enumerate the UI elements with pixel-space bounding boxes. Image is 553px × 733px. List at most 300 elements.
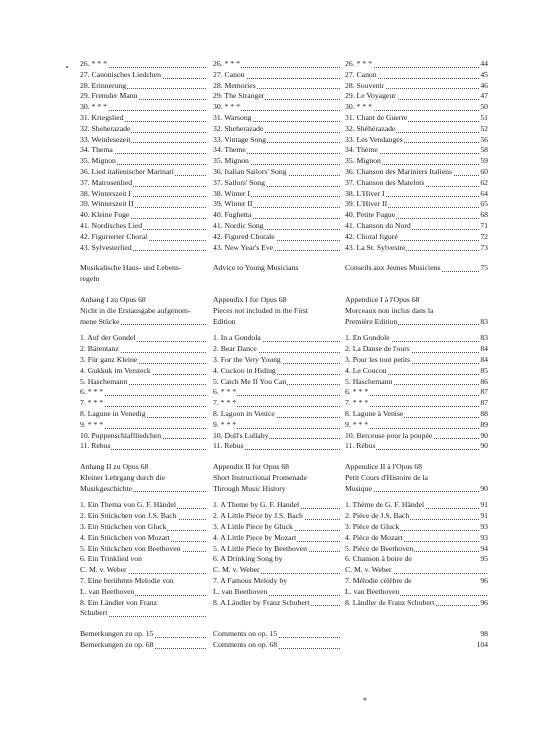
toc-line [80,366,206,377]
toc-entry-text: 27. Canon [213,69,245,79]
toc-line [213,59,340,70]
toc-entry-text: 11. Rebus [213,441,244,451]
toc-entry-text: 11. Rébus [345,441,376,451]
page-number-text: 45 [480,69,488,79]
toc-entry-text: 37. Matrosenlied [80,177,133,187]
toc-entry-text: 27. Canonisches Liedchen [80,69,161,79]
toc-entry-text: Short Instructional Promenade [213,472,307,482]
page-number [465,243,489,254]
toc-entry-text: 1. A Theme by G. F. Handel [213,500,300,510]
toc-entry-text: 7. Mélodie célèbre de [345,576,412,586]
page-number-text: 59 [480,156,488,166]
toc-line [213,355,340,366]
toc-line [80,189,206,200]
toc-entry-text: 7. * * * [80,398,104,408]
toc-line [213,124,340,135]
toc-line [213,221,340,232]
section-gap [213,285,340,295]
toc-line [80,355,206,366]
toc-line [213,70,340,81]
toc-entry-text: 32. Sheherazade [213,123,264,133]
toc-entry-text: 28. Souvenir [345,80,385,90]
toc-line [80,102,206,113]
toc-entry-text: 1. Ein Thema von G. F. Händel [80,500,176,510]
toc-entry-text: 4. Ein Stückchen von Mozart [80,532,170,542]
toc-line [80,178,206,189]
page-number-text: 84 [480,344,488,354]
toc-entry-text: Anhang II zu Opus 68 [80,462,149,472]
toc-entry-text: L. van Beethoven [80,586,135,596]
toc-entry-text: 5. Pièce de Beethoven [345,543,414,553]
toc-line [213,387,340,398]
page-speck [66,66,68,68]
toc-entry-text: Morceaux non inclus dans la [345,305,434,315]
page-number-text: 60 [480,166,488,176]
toc-line [80,145,206,156]
toc-entry-text: 35. Mignon [80,156,116,166]
toc-line [80,167,206,178]
page-number [465,124,489,135]
section-gap [465,285,489,295]
footer-mark: * [363,696,367,705]
toc-line [80,124,206,135]
toc-line [213,377,340,388]
toc-entry-text: 30. * * * [80,102,107,112]
toc-line [213,587,340,598]
toc-line [213,598,340,609]
toc-entry-text: 8. Ländler de Franz Schubert [345,597,435,607]
toc-entry-text: L. van Beethoven [213,586,268,596]
toc-entry-text: Première Edition [345,316,398,326]
toc-entry-text: 30. * * * [213,102,240,112]
toc-entry-text: 4. Cuckoo in Hiding [213,365,276,375]
page-number-text: 85 [480,365,488,375]
toc-entry-text: 4. Le Coucou [345,365,387,375]
toc-entry-text: 3. Für ganz Kleine [80,354,138,364]
page-number-text: 88 [480,408,488,418]
page-number-text: 98 [480,629,488,639]
toc-line [80,81,206,92]
page-number-text: 72 [480,231,488,241]
toc-entry-text: 9. * * * [80,419,104,429]
toc-entry-text: 2. Ein Stückchen von J.S. Bach [80,511,177,521]
toc-line [80,156,206,167]
toc-entry-text: Kleiner Lehrgang durch die [80,472,166,482]
toc-entry-text: 38. L'Hiver I [345,188,385,198]
toc-entry-text: 38. Winterszeit I [80,188,131,198]
toc-entry-text: Schubert [80,608,108,618]
page-number-text: 83 [480,333,488,343]
toc-line [213,167,340,178]
page-number [465,113,489,124]
toc-line [213,554,340,565]
blank-line [465,587,489,598]
toc-line [213,522,340,533]
toc-entry-text: 6. * * * [213,387,237,397]
page-number-text: 95 [480,554,488,564]
toc-line [213,398,340,409]
page-number-text: 90 [480,430,488,440]
toc-line [213,473,340,484]
toc-entry-text: 1. Thème de G. F. Händel [345,500,425,510]
toc-line [213,409,340,420]
toc-line [80,113,206,124]
page-number-text: 75 [480,263,488,273]
page-number [465,544,489,555]
toc-entry-text: C. M. v. Weber [80,565,127,575]
toc-entry-text: 28. Erinnerung [80,80,127,90]
toc-line [213,317,340,328]
toc-entry-text: 3. Pour les tout petits [345,354,411,364]
toc-entry-text: 5. Ein Stückchen von Beethoven [80,543,181,553]
toc-line [80,522,206,533]
toc-entry-text: 41. Chanson du Nord [345,220,411,230]
toc-line [213,629,340,640]
page-number-text: 58 [480,145,488,155]
toc-entry-text: 6. Chanson à boire de [345,554,412,564]
toc-entry-text: 35. Mignon [213,156,249,166]
toc-line [213,462,340,473]
toc-entry-text: 5. Haschemann [80,376,128,386]
toc-entry-text: 40. Petite Fugue [345,210,396,220]
toc-line [213,135,340,146]
toc-entry-text: 39. L'Hiver II [345,199,388,209]
english-column [213,59,340,651]
page-number [465,232,489,243]
toc-entry-text: 10. Doll's Lullaby [213,430,269,440]
toc-line [80,243,206,254]
toc-line [213,533,340,544]
toc-line [80,441,206,452]
section-gap [80,452,206,462]
toc-line [213,81,340,92]
page-number [465,500,489,511]
page-number [465,554,489,565]
page-number [465,420,489,431]
toc-entry-text: 7. Eine berühmte Melodie von [80,576,174,586]
toc-line [80,387,206,398]
page-number-text: 93 [480,532,488,542]
toc-entry-text: 1. Auf der Gondel [80,333,136,343]
page-number [465,135,489,146]
toc-line [80,295,206,306]
toc-entry-text: 40. Fughetta [213,210,252,220]
toc-entry-text: 8. Lagune in Venedig [80,408,146,418]
toc-line [213,344,340,355]
toc-entry-text: 4. Gukkuk im Versteck [80,365,151,375]
toc-line [80,608,206,619]
page-number [465,355,489,366]
toc-entry-text: 1. En Gondole [345,333,390,343]
toc-line [80,263,206,274]
toc-line [80,306,206,317]
page-number-text: 96 [480,576,488,586]
toc-line [80,377,206,388]
blank-line [213,274,340,285]
toc-line [213,511,340,522]
toc-entry-text: 36. Lied italienischer Marinari [80,166,174,176]
toc-line [213,333,340,344]
toc-line [80,59,206,70]
toc-entry-text: 8. Ein Ländler von Franz [80,597,158,607]
toc-line [213,484,340,495]
toc-entry-text: 26. * * * [345,59,372,68]
toc-entry-text: Advice to Young Musicians [213,263,299,273]
toc-entry-text: 29. Le Voyageur [345,91,396,101]
toc-entry-text: 43. New Year's Eve [213,242,274,252]
blank-line [465,608,489,619]
toc-line [80,640,206,651]
page-number-column [465,59,489,651]
toc-line [213,199,340,210]
toc-entry-text: 31. Kriegslied [80,112,124,122]
toc-entry-text: 34. Thema [80,145,113,155]
page-number-text: 86 [480,376,488,386]
page-number-text: 83 [480,316,488,326]
toc-entry-text: 4. Pièce de Mozart [345,532,403,542]
toc-line [80,587,206,598]
toc-entry-text: 33. Les Vendanges [345,134,403,144]
toc-line [213,565,340,576]
toc-line [80,210,206,221]
page-number [465,344,489,355]
toc-entry-text: Comments on op. 15 [213,629,278,639]
toc-line [80,511,206,522]
toc-entry-text: 2. A Little Piece by J.S. Bach [213,511,303,521]
section-gap [80,285,206,295]
page-number-text: 47 [480,91,488,101]
section-gap [465,619,489,629]
toc-line [213,441,340,452]
toc-entry-text: 2. Bärentanz [80,344,119,354]
toc-line [213,145,340,156]
page-number [465,263,489,274]
page-number [465,431,489,442]
toc-entry-text: Appendice II à l'Opus 68 [345,462,422,472]
toc-entry-text: 37. Sailors' Song [213,177,265,187]
toc-line [80,221,206,232]
page-number-text: 64 [480,188,488,198]
blank-line [213,608,340,619]
page-number [465,81,489,92]
toc-line [80,544,206,555]
toc-line [80,232,206,243]
toc-entry-text: 33. Vintage Song [213,134,266,144]
toc-line [80,91,206,102]
toc-entry-text: 26. * * * [80,59,107,68]
page-number [465,398,489,409]
section-gap [80,619,206,629]
toc-line [80,333,206,344]
page-number [465,59,489,70]
page-number [465,210,489,221]
toc-entry-text: Anhang I zu Opus 68 [80,294,146,304]
page-number [465,598,489,609]
page-number [465,377,489,388]
page-number [465,70,489,81]
toc-line [80,598,206,609]
toc-line [80,274,206,285]
toc-entry-text: 26. * * * [213,59,240,68]
toc-entry-text: Through Music History [213,483,286,493]
toc-entry-text: 8. Lagune à Venise [345,408,404,418]
toc-entry-text: 3. Ein Stückchen von Gluck [80,522,167,532]
page-number-text: 90 [480,441,488,451]
toc-line [213,366,340,377]
toc-line [80,576,206,587]
page-number-text: 68 [480,210,488,220]
section-gap [465,452,489,462]
toc-entry-text: Comments on op. 68 [213,640,278,650]
blank-line [465,462,489,473]
toc-entry-text: 43. Sylvesterlied [80,242,132,252]
toc-entry-text: 27. Canon [345,69,377,79]
page-number [465,511,489,522]
toc-line [80,431,206,442]
page-number [465,145,489,156]
page-number [465,167,489,178]
toc-entry-text: mene Stücke [80,316,120,326]
page-number-text: 87 [480,398,488,408]
page-number [465,409,489,420]
toc-entry-text: C. M. v. Weber [213,565,260,575]
toc-entry-text: C. M. v. Weber [345,565,392,575]
toc-line [213,189,340,200]
page-number [465,640,489,651]
blank-line [465,306,489,317]
toc-entry-text: 40. Kleine Fuge [80,210,130,220]
toc-line [80,398,206,409]
toc-line [80,135,206,146]
toc-entry-text: 41. Nordisches Lied [80,220,143,230]
page-number-text: 62 [480,177,488,187]
toc-line [80,565,206,576]
toc-entry-text: 5. A Little Piece by Beethoven [213,543,307,553]
toc-line [80,473,206,484]
toc-entry-text: 36. Chanson des Mariniers Italiens [345,166,452,176]
blank-line [465,473,489,484]
blank-line [465,295,489,306]
toc-line [213,431,340,442]
toc-entry-text: L. van Beethoven [345,586,400,596]
page-number-text: 89 [480,419,488,429]
toc-entry-text: 29. The Stranger [213,91,265,101]
page-number-text: 91 [480,500,488,510]
page-number-text: 84 [480,354,488,364]
page-number-text: 52 [480,123,488,133]
toc-entry-text: 7. A Famous Melody by [213,576,288,586]
page-number [465,387,489,398]
toc-entry-text: Petit Cours d'Histoire de la [345,472,428,482]
toc-line [213,243,340,254]
toc-entry-text: 34. Thème [345,145,378,155]
toc-entry-text: 6. * * * [345,387,369,397]
page-number-text: 94 [480,543,488,553]
toc-entry-text: 7. * * * [345,398,369,408]
toc-entry-text: Conseils aux Jeunes Musiciens [345,263,441,273]
toc-entry-text: 8. Lagoon in Venice [213,408,275,418]
toc-line [213,640,340,651]
toc-line [80,629,206,640]
page-number-text: 87 [480,387,488,397]
toc-entry-text: Nicht in die Erstausgabe aufgenom- [80,305,191,315]
toc-entry-text: 1. In a Gondola [213,333,261,343]
toc-entry-text: 28. Memories [213,80,256,90]
page-number-text: 51 [480,112,488,122]
page-number-text: 90 [480,483,488,493]
toc-line [80,70,206,81]
page-number [465,102,489,113]
blank-line [465,274,489,285]
toc-line [213,91,340,102]
toc-line [213,576,340,587]
toc-entry-text: 5. Haschemann [345,376,393,386]
toc-entry-text: Bemerkungen zu op. 15 [80,629,154,639]
toc-entry-text: 32. Shéhérazade [345,123,396,133]
toc-line [213,156,340,167]
toc-line [80,484,206,495]
toc-line [213,544,340,555]
page-number [465,178,489,189]
toc-entry-text: 7. * * * [213,398,237,408]
section-gap [213,253,340,263]
toc-line [213,102,340,113]
toc-entry-text: Bemerkungen zu op. 68 [80,640,154,650]
toc-entry-text: 10. Berceuse pour la poupée [345,430,433,440]
toc-entry-text: Appendix II for Opus 68 [213,462,290,472]
german-column [80,59,206,651]
page-number [465,576,489,587]
toc-entry-text: 42. Figured Chorale [213,231,275,241]
toc-entry-text: 29. Fremder Mann [80,91,138,101]
toc-entry-text: 4. A Little Piece by Mozart [213,532,297,542]
page-number [465,484,489,495]
toc-line [213,178,340,189]
toc-entry-text: 3. A Little Piece by Gluck [213,522,293,532]
toc-line [80,344,206,355]
toc-entry-text: 3. Pièce de Gluck [345,522,400,532]
toc-line [213,263,340,274]
toc-line [80,500,206,511]
page-number [465,317,489,328]
page-number-text: 96 [480,597,488,607]
toc-entry-text: 2. Pièce de J.S. Bach [345,511,410,521]
toc-entry-text: 35. Mignon [345,156,381,166]
toc-entry-text: 36. Italian Sailors' Song [213,166,287,176]
page-number-text: 44 [480,59,488,68]
section-gap [213,619,340,629]
toc-line [80,554,206,565]
toc-line [80,317,206,328]
toc-entry-text: Musikalische Haus- und Lebens- [80,263,182,273]
toc-entry-text: 5. Catch Me If You Can [213,376,287,386]
page-number-text: 50 [480,102,488,112]
toc-entry-text: 34. Theme [213,145,246,155]
toc-line [213,306,340,317]
toc-line [213,113,340,124]
page-number-text: 73 [480,242,488,252]
toc-entry-text: 31. Warsong [213,112,252,122]
toc-entry-text: 10. Puppenschlaflliedchen [80,430,162,440]
toc-line [213,232,340,243]
page-number [465,221,489,232]
page-number-text: 91 [480,511,488,521]
toc-entry-text: 2. La Danse de l'ours [345,344,410,354]
toc-entry-text: 43. La St. Sylvestre [345,242,406,252]
toc-line [80,462,206,473]
toc-entry-text: 42. Choral figuré [345,231,398,241]
page-number-text: 93 [480,522,488,532]
